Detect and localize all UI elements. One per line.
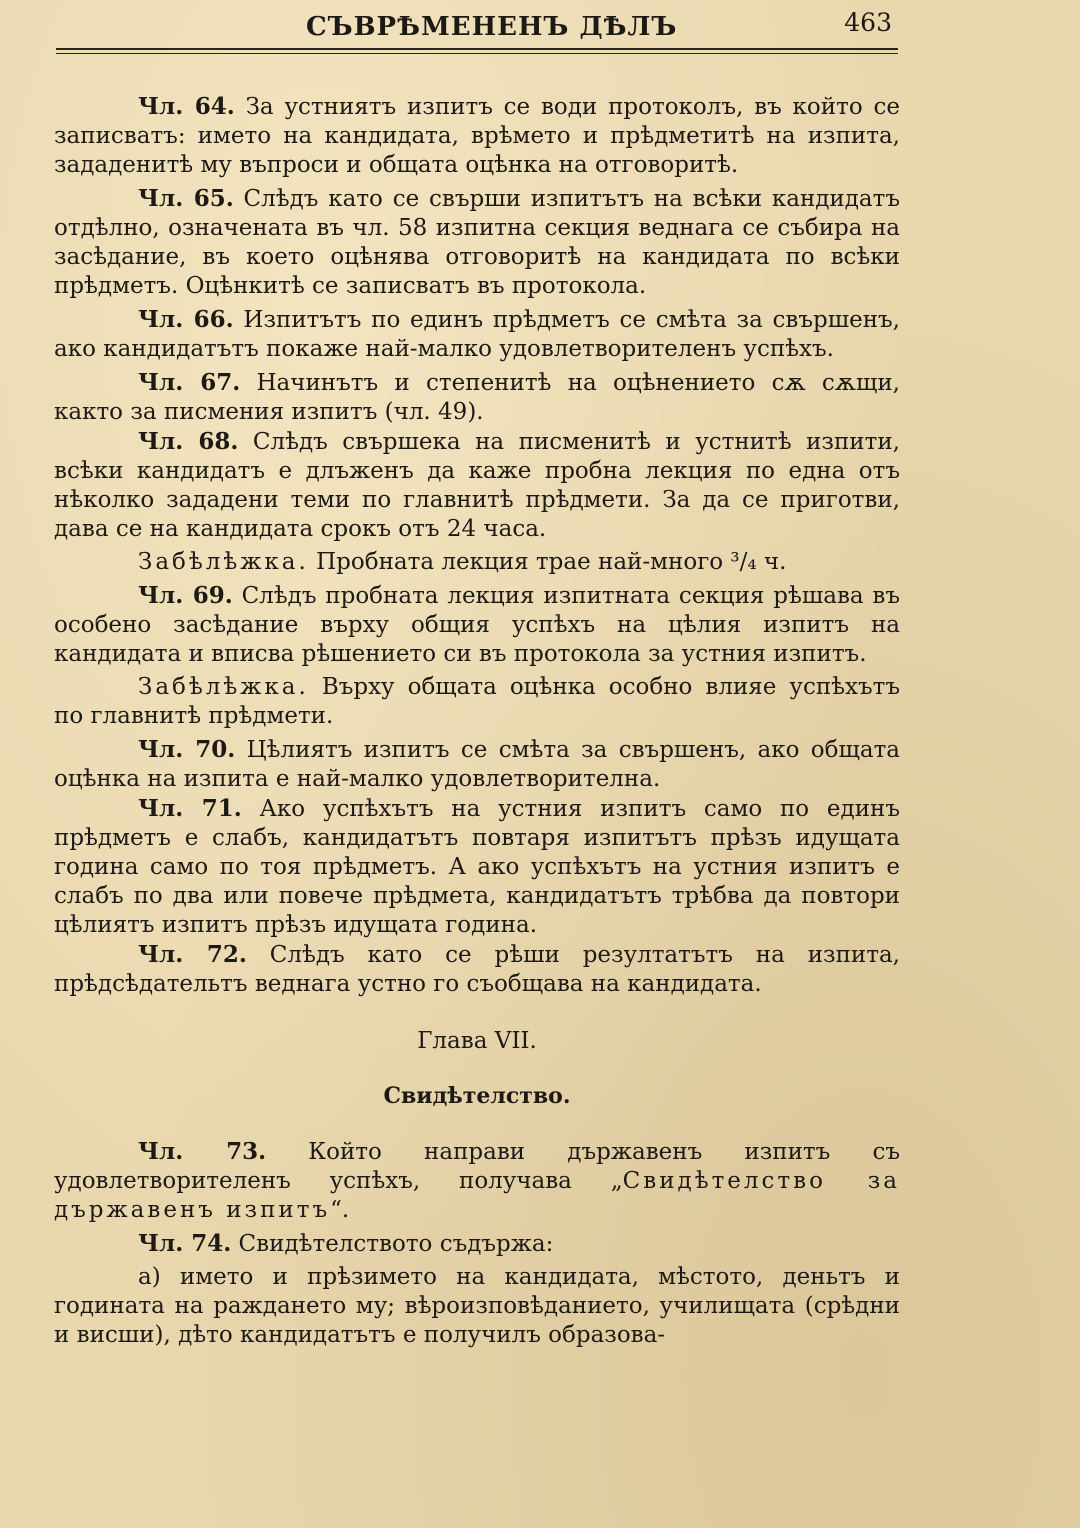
note-1 — [54, 548, 900, 577]
article-64 — [54, 92, 900, 180]
note-text: Пробната лекция трае най-много ³/₄ ч. — [308, 549, 787, 575]
page-number: 463 — [844, 8, 892, 37]
article-text: За устниятъ изпитъ се води протоколъ, въ който се записватъ: името на кандидата, врѣмето и прѣдметитѣ на изпита, зададенитѣ му въпроси и общата оцѣнка на отговоритѣ. — [54, 94, 901, 178]
article-closing: “. — [330, 1197, 350, 1223]
article-68 — [54, 427, 900, 544]
article-73 — [54, 1137, 900, 1225]
article-text: Изпитътъ по единъ прѣдметъ се смѣта за свършенъ, ако кандидатътъ покаже най-малко удовлетворителенъ успѣхъ. — [54, 307, 900, 362]
article-text: Който направи държавенъ изпитъ съ удовлетворителенъ успѣхъ, получава „ — [54, 1139, 900, 1194]
chapter-title: Глава VII. — [417, 1028, 537, 1054]
article-label: Чл. 67. — [138, 369, 241, 396]
article-label: Чл. 70. — [138, 736, 236, 763]
article-text: Слѣдъ свършека на писменитѣ и устнитѣ изпити, всѣки кандидатъ е длъженъ да каже пробна лекция по една отъ нѣколко зададени теми по главнитѣ прѣдмети. За да се приготви, дава се на кандидата срокъ отъ 24 часа. — [54, 429, 900, 542]
article-text: Слѣдъ пробната лекция изпитната секция рѣшава въ особено засѣдание върху общия успѣхъ на цѣлия изпитъ на кандидата и вписва рѣшението си въ протокола за устния изпитъ. — [54, 583, 901, 667]
article-text: Свидѣтелството съдържа: — [231, 1231, 554, 1257]
running-header-title: СЪВРѢМЕНЕНЪ ДѢЛЪ — [306, 12, 678, 42]
header-rule-thin — [56, 53, 898, 54]
article-67 — [54, 368, 900, 427]
article-66 — [54, 305, 900, 364]
article-emphasis: Свидѣтелство за държавенъ изпитъ — [54, 1168, 900, 1223]
note-label: Забѣлѣжка. — [138, 674, 309, 700]
body-text — [54, 92, 900, 1350]
article-text: Ако успѣхътъ на устния изпитъ само по единъ прѣдметъ е слабъ, кандидатътъ повтаря изпитътъ прѣзъ идущата година само по тоя прѣдметъ. А ако успѣхътъ на устния изпитъ е слабъ по два или повече прѣдмета, кандидатътъ трѣбва да повтори цѣлиятъ изпитъ прѣзъ идущата година. — [54, 796, 900, 938]
article-70 — [54, 735, 900, 794]
note-label: Забѣлѣжка. — [138, 549, 309, 575]
article-label: Чл. 72. — [138, 941, 247, 968]
article-label: Чл. 74. — [138, 1230, 232, 1257]
article-74 — [54, 1229, 900, 1259]
article-label: Чл. 66. — [138, 306, 234, 333]
article-label: Чл. 68. — [138, 428, 239, 455]
article-label: Чл. 65. — [138, 185, 234, 212]
article-65 — [54, 184, 900, 301]
article-text: Начинътъ и степенитѣ на оцѣнението сѫ сѫщи, както за писмения изпитъ (чл. 49). — [54, 370, 900, 425]
chapter-subtitle: Свидѣтелство. — [383, 1083, 571, 1109]
article-label: Чл. 71. — [138, 795, 242, 822]
article-69 — [54, 581, 900, 669]
list-item-a: а) името и прѣзимето на кандидата, мѣстото, деньтъ и годината на раждането му; вѣроизповѣданието, училищата (срѣдни и висши), дѣто кандидатътъ е получилъ образова- — [54, 1264, 900, 1348]
article-label: Чл. 64. — [138, 93, 235, 120]
running-header — [296, 8, 906, 44]
article-label: Чл. 73. — [138, 1138, 267, 1165]
article-text: Слѣдъ като се рѣши резултатътъ на изпита, прѣдсѣдательтъ веднага устно го съобщава на кандидата. — [54, 942, 900, 997]
article-label: Чл. 69. — [138, 582, 233, 609]
note-2 — [54, 673, 900, 731]
article-71 — [54, 794, 900, 940]
note-text: Върху общата оцѣнка особно влияе успѣхътъ по главнитѣ прѣдмети. — [54, 674, 900, 729]
article-text: Слѣдъ като се свърши изпитътъ на всѣки кандидатъ отдѣлно, означената въ чл. 58 изпитна секция веднага се събира на засѣдание, въ което оцѣнява отговоритѣ на кандидата по всѣки прѣдметъ. Оцѣнкитѣ се записватъ въ протокола. — [54, 186, 900, 299]
header-rule — [56, 48, 898, 50]
article-72 — [54, 940, 900, 999]
article-text: Цѣлиятъ изпитъ се смѣта за свършенъ, ако общата оцѣнка на изпита е най-малко удовлетворителна. — [54, 737, 901, 792]
